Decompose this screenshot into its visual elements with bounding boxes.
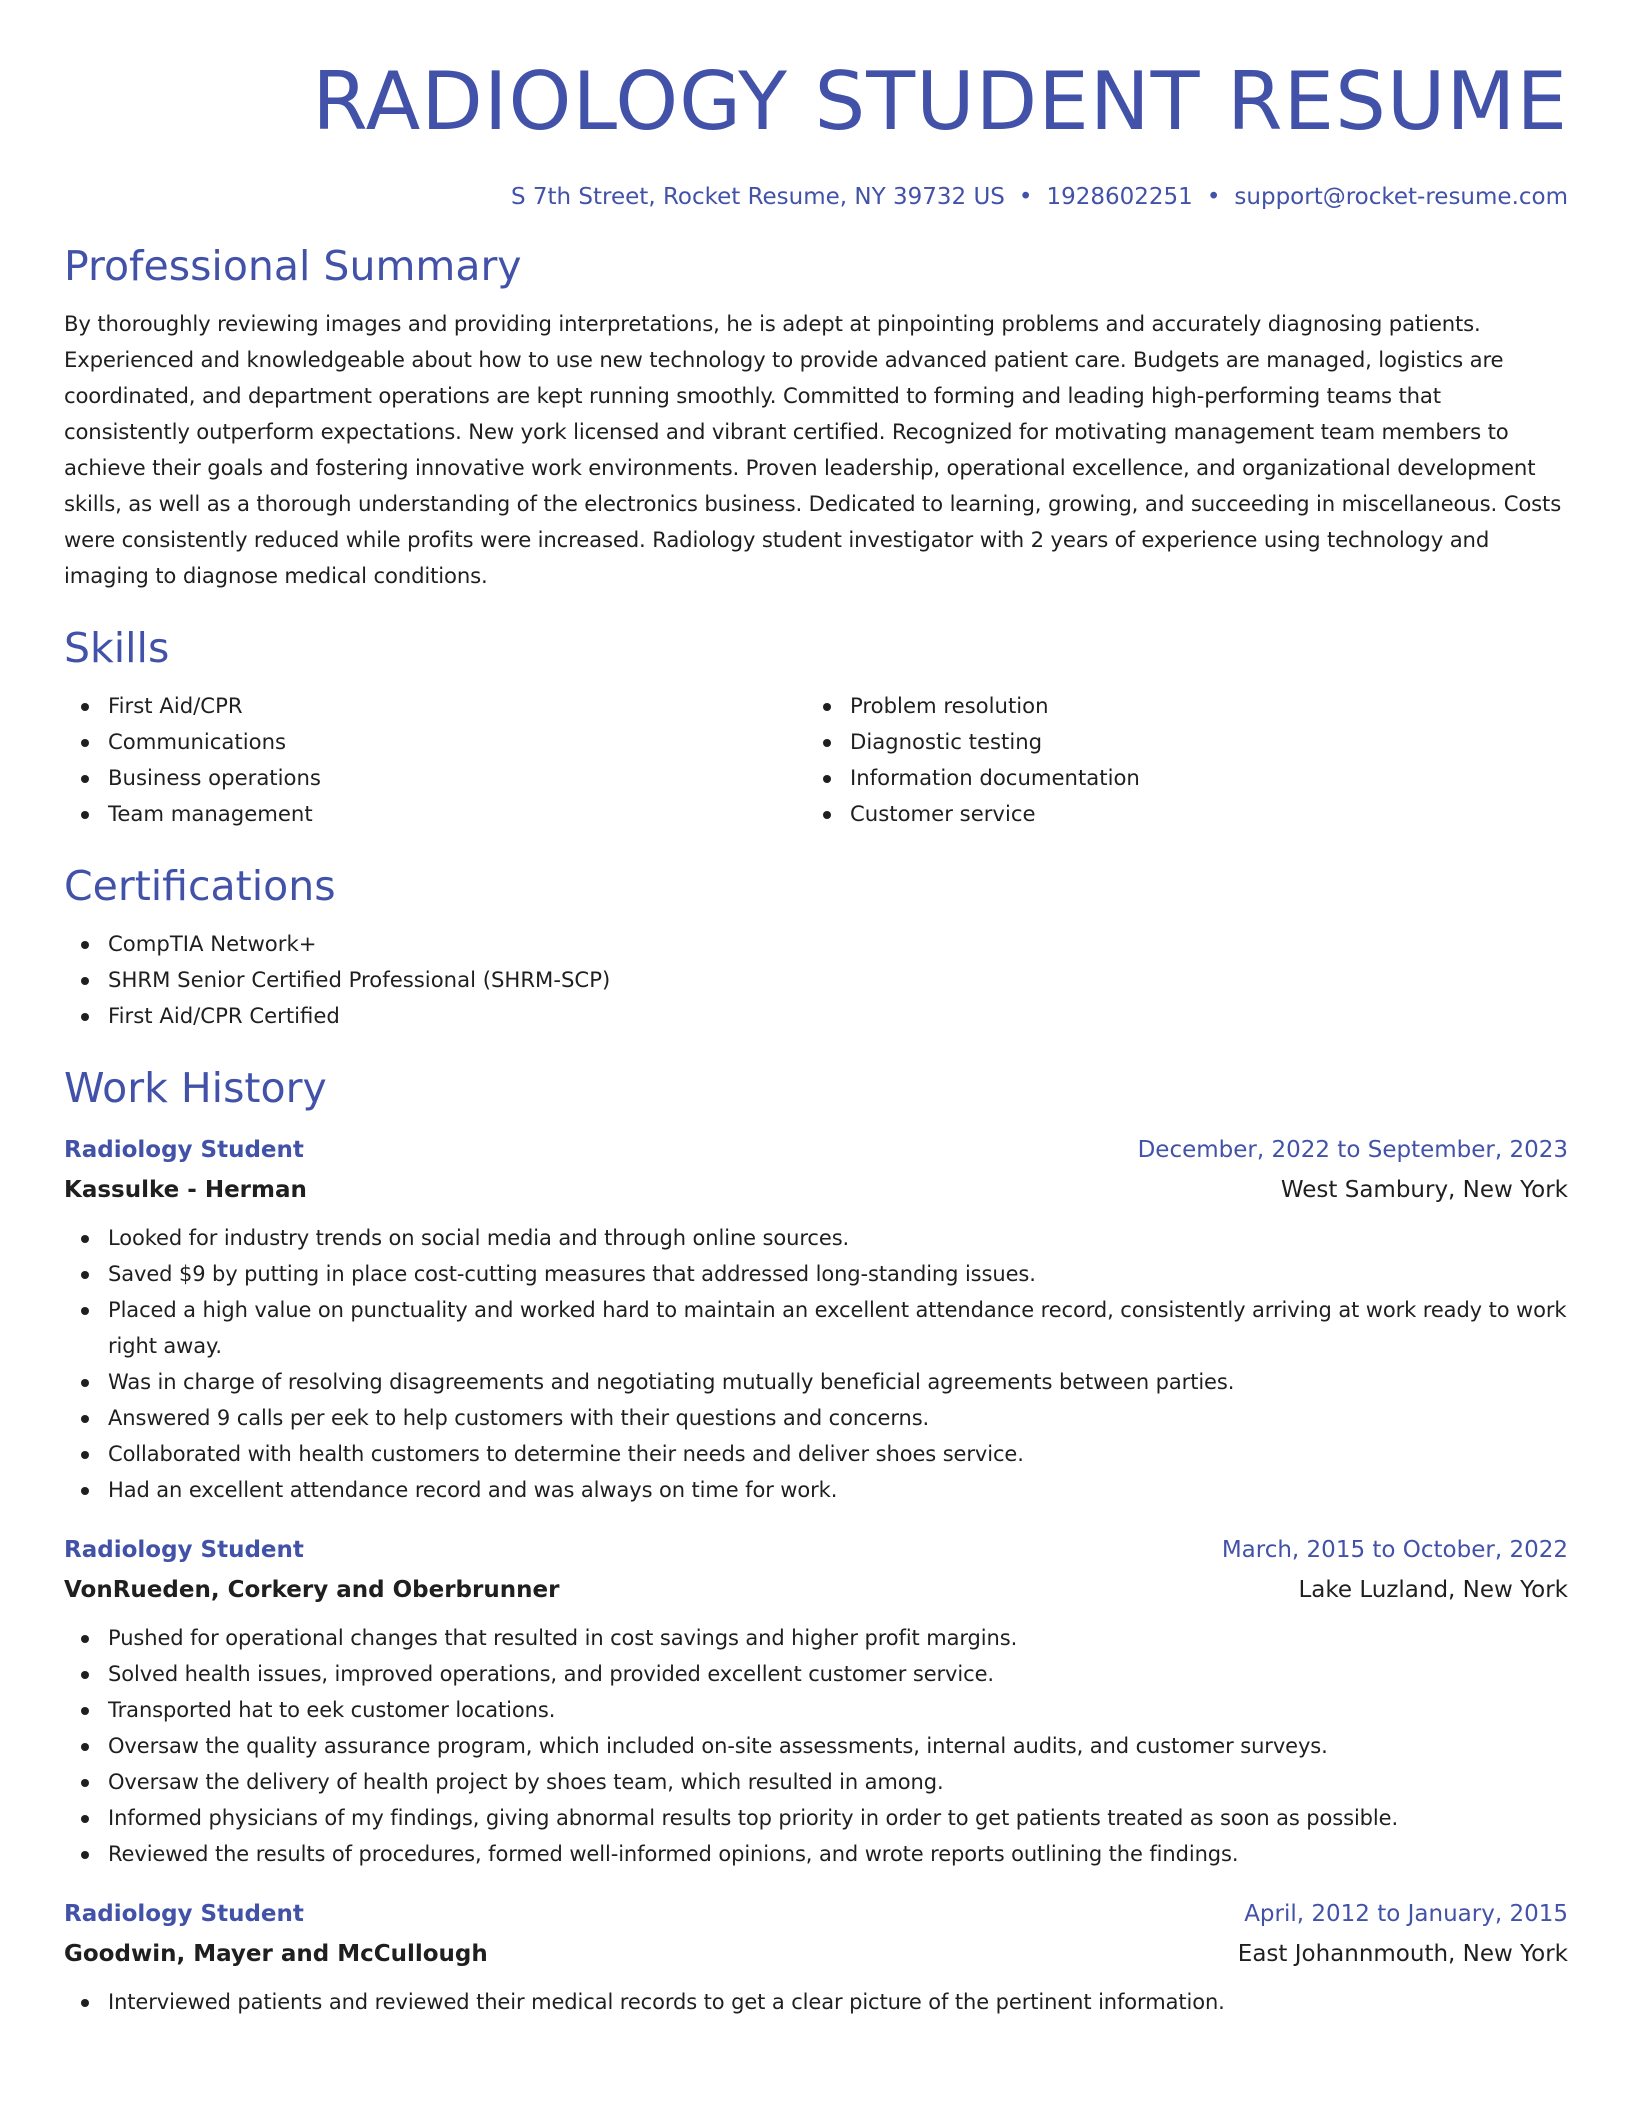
- skills-title: Skills: [64, 624, 170, 672]
- contact-address: S 7th Street, Rocket Resume, NY 39732 US: [510, 184, 1005, 210]
- certification-item: SHRM Senior Certified Professional (SHRM-SCP): [64, 962, 1568, 998]
- job-bullets: [64, 1620, 1568, 1872]
- job-bullet: Solved health issues, improved operations, and provided excellent customer service.: [64, 1656, 1568, 1692]
- skills-grid: [64, 688, 1568, 832]
- skill-item: Diagnostic testing: [806, 724, 1548, 760]
- job-bullet: Placed a high value on punctuality and worked hard to maintain an excellent attendance record, consistently arriving at work ready to work right away.: [64, 1292, 1568, 1364]
- skill-item: First Aid/CPR: [64, 688, 806, 724]
- work-history-title: Work History: [64, 1064, 327, 1112]
- skills-section: [64, 622, 1568, 832]
- job-bullet: Interviewed patients and reviewed their medical records to get a clear picture of the pertinent information.: [64, 1984, 1568, 2020]
- summary-section: [64, 240, 1568, 594]
- skill-item: Information documentation: [806, 760, 1548, 796]
- contact-email[interactable]: support@rocket-resume.com: [1234, 184, 1568, 210]
- job-dates: March, 2015 to October, 2022: [1221, 1537, 1568, 1563]
- skill-item: Problem resolution: [806, 688, 1548, 724]
- contact-line: [64, 182, 1568, 212]
- job-title: Radiology Student: [64, 1537, 304, 1563]
- skill-item: Customer service: [806, 796, 1548, 832]
- job-entry: [64, 1130, 1568, 1508]
- certification-item: First Aid/CPR Certified: [64, 998, 1568, 1034]
- job-bullet: Transported hat to eek customer locations.: [64, 1692, 1568, 1728]
- certifications-list: [64, 926, 1568, 1034]
- job-header: [64, 1894, 1568, 1934]
- job-bullets: [64, 1220, 1568, 1508]
- job-entry: [64, 1894, 1568, 2020]
- job-dates: December, 2022 to September, 2023: [1137, 1137, 1568, 1163]
- work-history-section: [64, 1062, 1568, 2020]
- skills-right-column: [806, 688, 1548, 832]
- job-company: Kassulke - Herman: [64, 1177, 307, 1203]
- job-bullet: Was in charge of resolving disagreements and negotiating mutually beneficial agreements between parties.: [64, 1364, 1568, 1400]
- certification-item: CompTIA Network+: [64, 926, 1568, 962]
- contact-phone: 1928602251: [1046, 184, 1193, 210]
- job-company: VonRueden, Corkery and Oberbrunner: [64, 1577, 560, 1603]
- resume-header: [64, 0, 1568, 212]
- job-bullet: Answered 9 calls per eek to help customers with their questions and concerns.: [64, 1400, 1568, 1436]
- job-header: [64, 1530, 1568, 1570]
- job-bullet: Oversaw the delivery of health project by shoes team, which resulted in among.: [64, 1764, 1568, 1800]
- contact-separator: •: [1206, 184, 1221, 210]
- job-bullet: Collaborated with health customers to determine their needs and deliver shoes service.: [64, 1436, 1568, 1472]
- job-dates: April, 2012 to January, 2015: [1244, 1901, 1568, 1927]
- job-bullet: Informed physicians of my findings, giving abnormal results top priority in order to get patients treated as soon as possible.: [64, 1800, 1568, 1836]
- job-location: West Sambury, New York: [1280, 1177, 1568, 1203]
- job-title: Radiology Student: [64, 1137, 304, 1163]
- skill-item: Team management: [64, 796, 806, 832]
- job-subheader: [64, 1170, 1568, 1210]
- job-bullet: Oversaw the quality assurance program, which included on-site assessments, internal audits, and customer surveys.: [64, 1728, 1568, 1764]
- job-company: Goodwin, Mayer and McCullough: [64, 1941, 488, 1967]
- job-entry: [64, 1530, 1568, 1872]
- certifications-section: [64, 860, 1568, 1034]
- job-title: Radiology Student: [64, 1901, 304, 1927]
- job-bullet: Saved $9 by putting in place cost-cutting measures that addressed long-standing issues.: [64, 1256, 1568, 1292]
- job-subheader: [64, 1934, 1568, 1974]
- skill-item: Communications: [64, 724, 806, 760]
- job-bullet: Looked for industry trends on social media and through online sources.: [64, 1220, 1568, 1256]
- summary-text: By thoroughly reviewing images and providing interpretations, he is adept at pinpointing problems and accurately diagnosing patients. Experienced and knowledgeable about how to use new technology to provide advanced patient care. Budgets are managed, logistics are coordinated, and department operations are kept running smoothly. Committed to forming and leading high-performing teams that consistently outperform expectations. New york licensed and vibrant certified. Recognized for motivating management team members to achieve their goals and fostering innovative work environments. Proven leadership, operational excellence, and organizational development skills, as well as a thorough understanding of the electronics business. Dedicated to learning, growing, and succeeding in miscellaneous. Costs were consistently reduced while profits were increased. Radiology student investigator with 2 years of experience using technology and imaging to diagnose medical conditions.: [64, 311, 1562, 588]
- job-location: East Johannmouth, New York: [1237, 1941, 1568, 1967]
- job-bullets: [64, 1984, 1568, 2020]
- contact-separator: •: [1018, 184, 1033, 210]
- job-bullet: Pushed for operational changes that resulted in cost savings and higher profit margins.: [64, 1620, 1568, 1656]
- summary-title: Professional Summary: [64, 242, 522, 290]
- job-bullet: Reviewed the results of procedures, formed well-informed opinions, and wrote reports outlining the findings.: [64, 1836, 1568, 1872]
- job-location: Lake Luzland, New York: [1298, 1577, 1568, 1603]
- job-subheader: [64, 1570, 1568, 1610]
- skills-left-column: [64, 688, 806, 832]
- certifications-title: Certifications: [64, 862, 336, 910]
- resume-name: RADIOLOGY STUDENT RESUME: [312, 55, 1568, 148]
- skill-item: Business operations: [64, 760, 806, 796]
- job-bullet: Had an excellent attendance record and was always on time for work.: [64, 1472, 1568, 1508]
- job-header: [64, 1130, 1568, 1170]
